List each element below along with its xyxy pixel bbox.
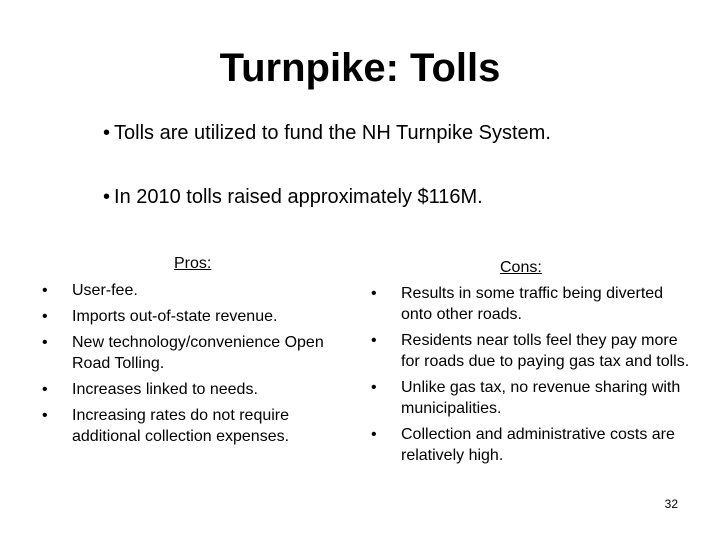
list-item-text: Imports out-of-state revenue. [72,308,278,325]
bullet-icon: • [103,122,111,144]
list-item-text: Results in some traffic being diverted onto other roads. [401,285,664,323]
list-item-text: User-fee. [72,282,138,299]
list-item-text: New technology/convenience Open Road Tolling. [72,334,324,372]
list-item-text: Unlike gas tax, no revenue sharing with municipalities. [401,379,681,417]
list-item [42,306,342,327]
bullet-icon: • [371,285,377,302]
intro-text: Tolls are utilized to fund the NH Turnpike System. [114,122,551,144]
bullet-icon: • [42,282,48,299]
list-item [42,332,342,374]
bullet-icon: • [42,334,48,351]
list-item [42,280,342,301]
bullet-icon: • [371,332,377,349]
list-item-text: Collection and administrative costs are relatively high. [401,426,675,464]
bullet-icon: • [42,381,48,398]
list-item [371,424,691,466]
intro-bullet-1 [103,121,551,145]
bullet-icon: • [103,186,111,208]
list-item [371,377,691,419]
page-number: 32 [664,497,678,511]
intro-text: In 2010 tolls raised approximately $116M. [114,186,483,208]
pros-list [42,280,342,452]
slide-title: Turnpike: Tolls [219,46,501,90]
cons-list [371,283,691,471]
cons-heading: Cons: [500,259,542,276]
list-item-text: Residents near tolls feel they pay more for roads due to paying gas tax and tolls. [401,332,690,370]
list-item [371,330,691,372]
bullet-icon: • [42,308,48,325]
bullet-icon: • [371,426,377,443]
list-item-text: Increases linked to needs. [72,381,258,398]
list-item-text: Increasing rates do not require additional collection expenses. [72,407,290,445]
intro-bullet-2 [103,185,483,209]
bullet-icon: • [42,407,48,424]
list-item [371,283,691,325]
bullet-icon: • [371,379,377,396]
list-item [42,379,342,400]
pros-heading: Pros: [174,255,212,272]
list-item [42,405,342,447]
